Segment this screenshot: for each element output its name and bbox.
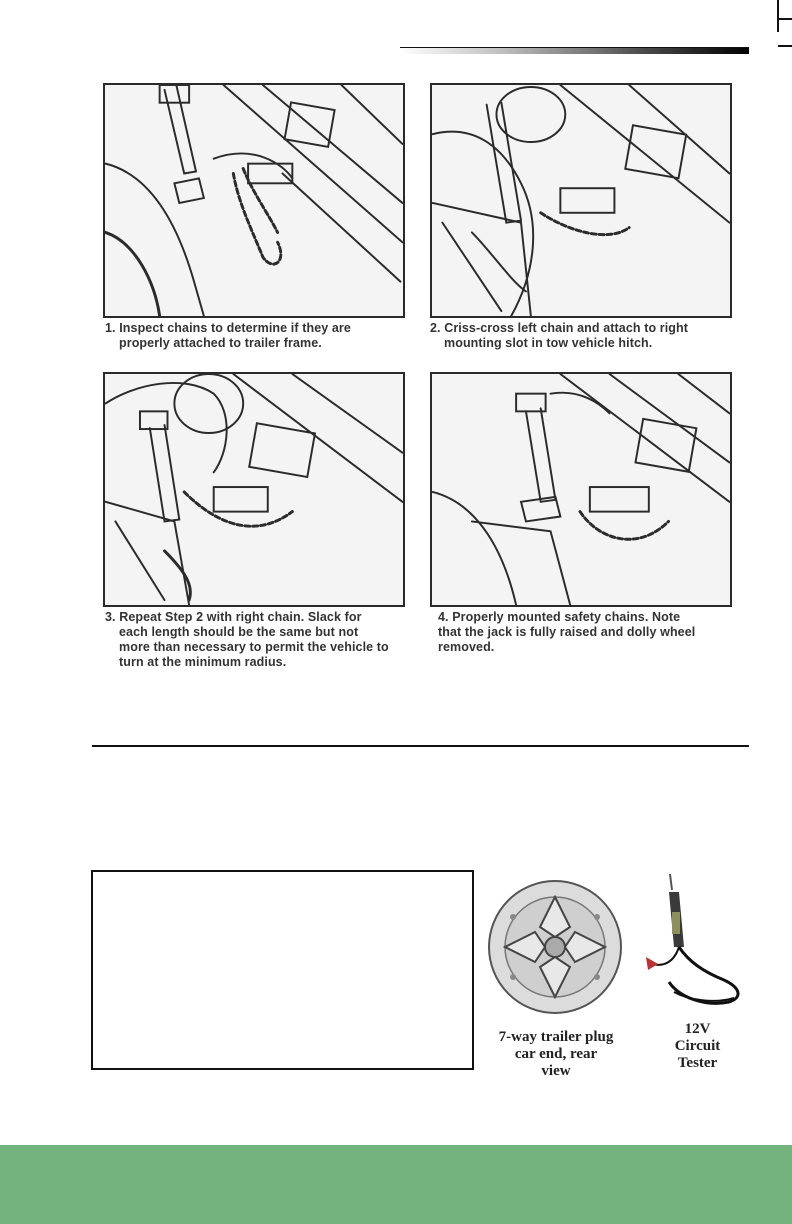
- crop-mark-middle: [778, 45, 792, 47]
- caption-line: more than necessary to permit the vehicle to: [119, 640, 389, 654]
- caption-line: car end, rear: [514, 1046, 598, 1062]
- caption-line: Repeat Step 2 with right chain. Slack for: [119, 610, 362, 624]
- illustration-step-2: [430, 83, 732, 318]
- trailer-plug-photo: [485, 877, 625, 1017]
- step-number: 2.: [430, 321, 441, 335]
- caption-line: Tester: [677, 1055, 718, 1071]
- circuit-tester-photo: [644, 872, 748, 1017]
- caption-line: properly attached to trailer frame.: [119, 336, 322, 350]
- crop-mark-vertical: [777, 0, 779, 32]
- caption-line: each length should be the same but not: [119, 625, 359, 639]
- step-4-caption: [438, 610, 695, 655]
- caption-line: removed.: [438, 640, 495, 654]
- circuit-tester-caption: [650, 1021, 745, 1072]
- caption-line: 12V: [684, 1021, 711, 1037]
- caption-line: view: [541, 1063, 571, 1079]
- caption-line: 7-way trailer plug: [498, 1029, 614, 1045]
- step-1-caption: [105, 321, 351, 351]
- footer-band: [0, 1145, 792, 1224]
- illustration-step-3: [103, 372, 405, 607]
- illustration-step-1: [103, 83, 405, 318]
- caption-line: Criss-cross left chain and attach to right: [444, 321, 689, 335]
- step-number: 3.: [105, 610, 116, 624]
- step-number: 4.: [438, 610, 449, 624]
- illustration-step-4: [430, 372, 732, 607]
- step-number: 1.: [105, 321, 116, 335]
- caption-line: Inspect chains to determine if they are: [119, 321, 351, 335]
- crop-mark-top: [778, 18, 792, 20]
- step-2-caption: [430, 321, 688, 351]
- caption-line: mounting slot in tow vehicle hitch.: [444, 336, 653, 350]
- caption-line: that the jack is fully raised and dolly wheel: [438, 625, 696, 639]
- trailer-plug-caption: [478, 1029, 634, 1080]
- step-3-caption: [105, 610, 389, 670]
- section-header-bar: [400, 47, 749, 54]
- caption-line: turn at the minimum radius.: [119, 655, 287, 669]
- empty-note-box: [91, 870, 474, 1070]
- caption-line: Circuit: [674, 1038, 721, 1054]
- section-divider: [92, 745, 749, 747]
- caption-line: Properly mounted safety chains. Note: [452, 610, 681, 624]
